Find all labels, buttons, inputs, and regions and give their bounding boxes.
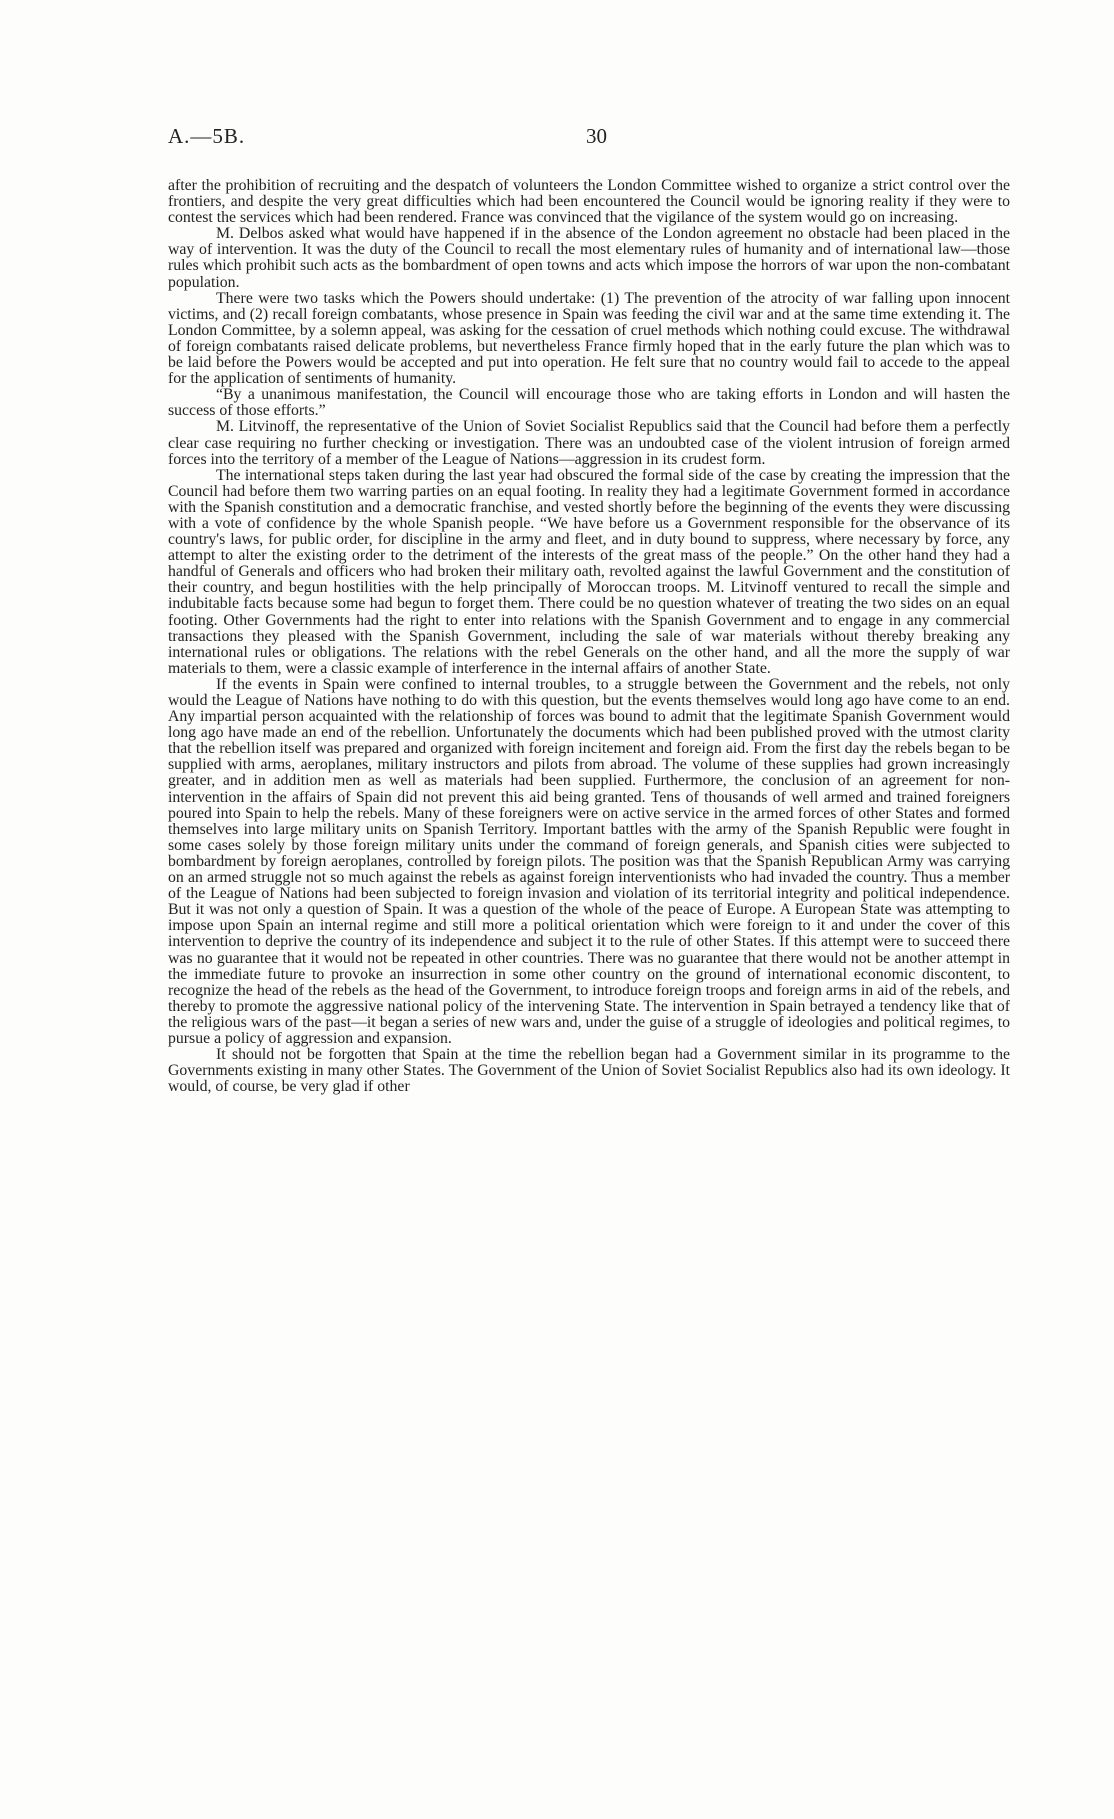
paragraph: M. Delbos asked what would have happened if in the absence of the London agreement no obstacle had been placed in the way of intervention. It was the duty of the Council to recall the most elementary rules of humanity and of international law—those rules which prohibit such acts as the bombardment of open towns and acts which impose the horrors of war upon the non-combatant population. xyxy=(168,225,1010,291)
page-header xyxy=(168,124,1008,154)
body-text xyxy=(168,178,1010,1095)
paragraph: If the events in Spain were confined to internal troubles, to a struggle between the Government and the rebels, not only would the League of Nations have nothing to do with this question, but the events themselves would long ago have come to an end. Any impartial person acquainted with the relationship of forces was bound to admit that the legitimate Spanish Government would long ago have made an end of the rebellion. Unfortunately the documents which had been published proved with the utmost clarity that the rebellion itself was prepared and organized with foreign incitement and foreign aid. From the first day the rebels began to be supplied with arms, aeroplanes, military instructors and pilots from abroad. The volume of these supplies had grown increasingly greater, and in addition men as well as materials had been supplied. Furthermore, the conclusion of an agreement for non-intervention in the affairs of Spain did not prevent this aid being granted. Tens of thousands of well armed and trained foreigners poured into Spain to help the rebels. Many of these foreigners were on active service in the armed forces of other States and formed themselves into large military units on Spanish Territory. Important battles with the army of the Spanish Republic were fought in some cases solely by those foreign military units under the command of foreign generals, and Spanish cities were subjected to bombardment by foreign aeroplanes, controlled by foreign pilots. The position was that the Spanish Republican Army was carrying on an armed struggle not so much against the rebels as against foreign interventionists who had invaded the country. Thus a member of the League of Nations had been subjected to foreign invasion and violation of its territorial integrity and political independence. But it was not only a question of Spain. It was a question of the whole of the peace of Europe. A European State was attempting to impose upon Spain an internal regime and still more a political orientation which were foreign to it and under the cover of this intervention to deprive the country of its independence and subject it to the rule of other States. If this attempt were to succeed there was no guarantee that it would not be repeated in other countries. There was no guarantee that there would not be another attempt in the immediate future to provoke an insurrection in some other country on the ground of international economic discontent, to recognize the head of the rebels as the head of the Government, to introduce foreign troops and foreign arms in aid of the rebels, and thereby to promote the aggressive national policy of the intervening State. The intervention in Spain betrayed a tendency like that of the religious wars of the past—it began a series of new wars and, under the guise of a struggle of ideologies and political regimes, to pursue a policy of aggression and expansion. xyxy=(168,675,1010,1047)
paragraph: “By a unanimous manifestation, the Council will encourage those who are taking efforts in London and will hasten the success of those efforts.” xyxy=(168,386,1010,420)
paragraph: There were two tasks which the Powers should undertake: (1) The prevention of the atrocity of war falling upon innocent victims, and (2) recall foreign combatants, whose presence in Spain was feeding the civil war and at the same time extending it. The London Committee, by a solemn appeal, was asking for the cessation of cruel methods which nothing could excuse. The withdrawal of foreign combatants raised delicate problems, but nevertheless France firmly hoped that in the early future the plan which was to be laid before the Powers would be accepted and put into operation. He felt sure that no country would fail to accede to the appeal for the application of sentiments of humanity. xyxy=(168,289,1010,388)
paragraph: after the prohibition of recruiting and the despatch of volunteers the London Committee wished to organize a strict control over the frontiers, and despite the very great difficulties which had been encountered the Council would be ignoring reality if they were to contest the services which had been rendered. France was convinced that the vigilance of the system would go on increasing. xyxy=(168,177,1010,227)
document-reference: A.—5B. xyxy=(168,124,246,148)
paragraph: It should not be forgotten that Spain at the time the rebellion began had a Government similar in its programme to the Governments existing in many other States. The Government of the Union of Soviet Socialist Republics also had its own ideology. It would, of course, be very glad if other xyxy=(168,1046,1010,1096)
paragraph: M. Litvinoff, the representative of the Union of Soviet Socialist Republics said that the Council had before them a perfectly clear case requiring no further checking or investigation. There was an undoubted case of the violent intrusion of foreign armed forces into the territory of a member of the League of Nations—aggression in its crudest form. xyxy=(168,418,1010,468)
page-number: 30 xyxy=(586,124,607,148)
paragraph: The international steps taken during the last year had obscured the formal side of the case by creating the impression that the Council had before them two warring parties on an equal footing. In reality they had a legitimate Government formed in accordance with the Spanish constitution and a democratic franchise, and vested shortly before the beginning of the events they were discussing with a vote of confidence by the whole Spanish people. “We have before us a Government responsible for the observance of its country's laws, for public order, for discipline in the army and fleet, and in duty bound to suppress, where necessary by force, any attempt to alter the existing order to the detriment of the interests of the great mass of the people.” On the other hand they had a handful of Generals and officers who had broken their military oath, revolted against the lawful Government and the constitution of their country, and begun hostilities with the help principally of Moroccan troops. M. Litvinoff ventured to recall the simple and indubitable facts because some had begun to forget them. There could be no question whatever of treating the two sides on an equal footing. Other Governments had the right to enter into relations with the Spanish Government and to engage in any commercial transactions they pleased with the Spanish Government, including the sale of war materials without thereby breaking any international rules or obligations. The relations with the rebel Generals on the other hand, and all the more the supply of war materials to them, were a classic example of interference in the internal affairs of another State. xyxy=(168,466,1010,677)
